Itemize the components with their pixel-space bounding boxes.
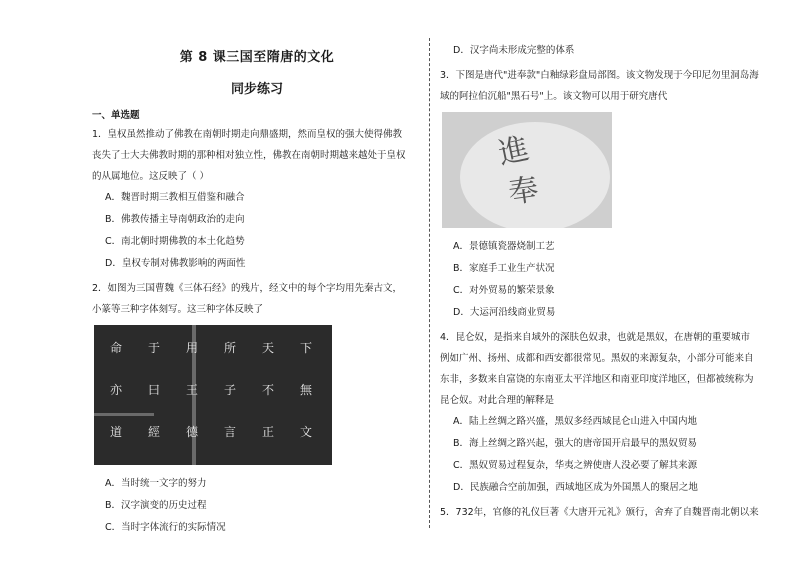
rubbing-glyph: 于 — [147, 341, 160, 355]
rubbing-glyph: 曰 — [147, 383, 160, 397]
question-stem-line: 的从属地位。这反映了（ ） — [92, 171, 210, 182]
porcelain-plate-image — [442, 112, 612, 228]
option-b: B．佛教传播主导南朝政治的走向 — [105, 214, 245, 225]
rubbing-glyph: 無 — [299, 383, 312, 397]
option-c: C．对外贸易的繁荣景象 — [453, 285, 555, 296]
option-c: C．当时字体流行的实际情况 — [105, 522, 226, 533]
rubbing-glyph: 下 — [299, 341, 312, 355]
document-title: 第 8 课三国至隋唐的文化 — [179, 50, 335, 65]
stone-classic-rubbing-image — [94, 325, 332, 465]
option-a: A．魏晋时期三教相互借鉴和融合 — [105, 192, 245, 203]
right-column — [440, 38, 775, 523]
rubbing-glyph: 所 — [223, 341, 236, 355]
rubbing-glyph: 子 — [223, 383, 236, 397]
option-b: B．海上丝绸之路兴起，强大的唐帝国开启最早的黑奴贸易 — [453, 438, 698, 449]
rubbing-glyph: 正 — [261, 425, 274, 439]
rubbing-glyph: 道 — [109, 425, 122, 439]
question-stem-line: 例如广州、扬州、成都和西安都很常见。黑奴的来源复杂，小部分可能来自 — [440, 353, 754, 364]
option-d: D．大运河沿线商业贸易 — [453, 307, 556, 318]
option-c: C．黑奴贸易过程复杂，华夷之辨使唐人没必要了解其来源 — [453, 460, 698, 471]
question-stem-line: 1．皇权虽然推动了佛教在南朝时期走向鼎盛期，然而皇权的强大使得佛教 — [92, 129, 403, 140]
option-d: D．皇权专制对佛教影响的两面性 — [105, 258, 246, 269]
question-stem-line: 3．下图是唐代"进奉款"白釉绿彩盘局部图。该文物发现于今印尼勿里洞岛海 — [440, 70, 759, 81]
question-5 — [440, 502, 775, 523]
rubbing-glyph: 用 — [185, 341, 198, 355]
question-stem-line: 小篆等三种字体刻写。这三种字体反映了 — [92, 304, 264, 315]
document-subtitle: 同步练习 — [230, 82, 283, 97]
question-1 — [92, 124, 422, 275]
question-stem-line: 域的阿拉伯沉船"黑石号"上。该文物可以用于研究唐代 — [440, 91, 668, 102]
section-heading: 一、单选题 — [92, 110, 140, 121]
option-c: C．南北朝时期佛教的本土化趋势 — [105, 236, 245, 247]
rubbing-glyph: 文 — [299, 425, 312, 439]
question-2 — [92, 278, 422, 539]
rubbing-glyph: 不 — [261, 383, 274, 397]
question-stem-line: 东非，多数来自富饶的东南亚太平洋地区和南亚印度洋地区，但都被统称为 — [440, 374, 754, 385]
rubbing-glyph: 經 — [147, 425, 160, 439]
rubbing-glyph: 天 — [261, 341, 274, 355]
question-stem-line: 4．昆仑奴，是指来自域外的深肤色奴隶，也就是黑奴，在唐朝的重要城市 — [440, 332, 751, 343]
option-a: A．陆上丝绸之路兴盛，黑奴多经西域昆仑山进入中国内地 — [453, 416, 697, 427]
option-d: D．汉字尚未形成完整的体系 — [453, 45, 575, 56]
left-column — [92, 38, 422, 539]
question-stem-line: 2．如图为三国曹魏《三体石经》的残片，经文中的每个字均用先秦古文， — [92, 283, 403, 294]
rubbing-glyph: 言 — [223, 425, 236, 439]
question-stem-line: 昆仑奴。对此合理的解释是 — [440, 395, 555, 406]
option-d: D．民族融合空前加强，西域地区成为外国黑人的聚居之地 — [453, 482, 698, 493]
plate-inscription-glyph: 奉 — [506, 172, 541, 211]
option-b: B．家庭手工业生产状况 — [453, 263, 555, 274]
question-stem-line: 丧失了士大夫佛教时期的那种相对独立性，佛教在南朝时期越来越处于皇权 — [92, 150, 406, 161]
question-3 — [440, 65, 775, 324]
option-a: A．当时统一文字的努力 — [105, 478, 207, 489]
question-stem-line: 5．732年，官修的礼仪巨著《大唐开元礼》颁行，舍弃了自魏晋南北朝以来 — [440, 507, 759, 518]
rubbing-crack — [94, 413, 154, 416]
option-b: B．汉字演变的历史过程 — [105, 500, 207, 511]
rubbing-glyph: 王 — [185, 383, 198, 397]
rubbing-glyph: 亦 — [109, 383, 122, 397]
option-a: A．景德镇瓷器烧制工艺 — [453, 241, 555, 252]
rubbing-glyph: 德 — [185, 425, 198, 439]
plate-inscription-glyph: 進 — [495, 131, 533, 172]
question-4 — [440, 327, 775, 499]
column-divider — [429, 38, 431, 528]
rubbing-glyph: 命 — [109, 341, 122, 355]
